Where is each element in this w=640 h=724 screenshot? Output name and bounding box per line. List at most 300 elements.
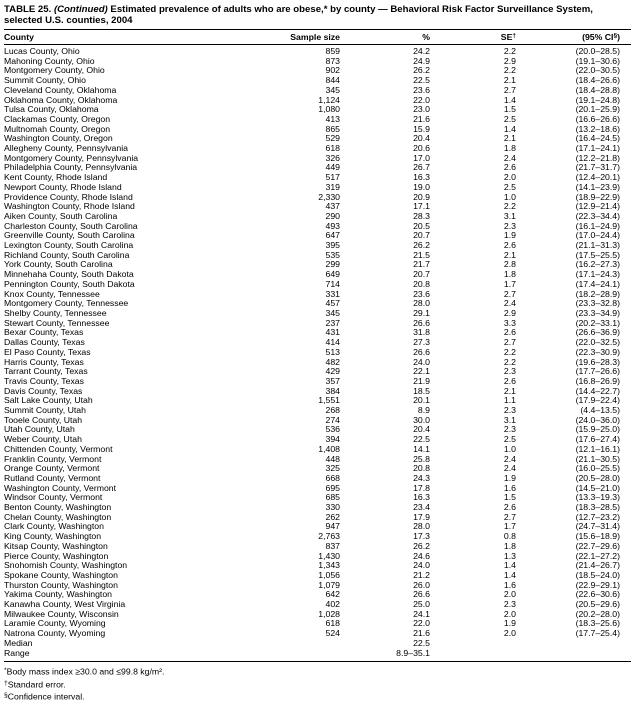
cell-sample-size: 325 — [325, 463, 340, 474]
cell-sample-size: 618 — [325, 143, 340, 154]
cell-county: Philadelphia County, Pennsylvania — [4, 162, 138, 173]
cell-ci: (23.3–34.9) — [575, 307, 620, 318]
cell-sample-size: 493 — [325, 220, 340, 231]
cell-sample-size: 837 — [325, 540, 340, 551]
col-header-ci-section-mark: § — [613, 32, 618, 40]
cell-percent: 20.6 — [413, 143, 430, 154]
cell-ci: (19.1–24.8) — [575, 94, 620, 105]
cell-se: 2.1 — [503, 385, 516, 396]
cell-percent: 24.9 — [413, 55, 430, 66]
cell-percent: 17.9 — [413, 511, 430, 522]
cell-se: 2.3 — [503, 220, 516, 231]
cell-ci: (24.0–36.0) — [575, 414, 620, 425]
cell-ci: (15.9–25.0) — [575, 424, 620, 435]
cell-county: York County, South Carolina — [4, 259, 113, 270]
cell-county: Davis County, Texas — [4, 385, 83, 396]
cell-county: Range — [4, 647, 30, 658]
cell-county: Montgomery County, Ohio — [4, 65, 105, 76]
cell-se: 1.8 — [503, 540, 516, 551]
cell-ci: (20.1–25.9) — [575, 104, 620, 115]
cell-se: 1.8 — [503, 143, 516, 154]
cell-se: 1.0 — [503, 191, 516, 202]
cell-se: 1.9 — [503, 472, 516, 483]
cell-ci: (22.9–29.1) — [575, 579, 620, 590]
col-header-sample-size: Sample size — [250, 30, 340, 45]
cell-county: Natrona County, Wyoming — [4, 628, 106, 639]
cell-ci: (22.0–30.5) — [575, 65, 620, 76]
cell-percent: 20.8 — [413, 278, 430, 289]
cell-percent: 14.1 — [413, 443, 430, 454]
cell-se: 3.1 — [503, 414, 516, 425]
cell-ci: (22.7–29.6) — [575, 540, 620, 551]
cell-sample-size: 1,056 — [318, 569, 340, 580]
cell-sample-size: 695 — [325, 482, 340, 493]
cell-sample-size: 1,408 — [318, 443, 340, 454]
cell-se: 1.4 — [503, 94, 516, 105]
cell-percent: 17.0 — [413, 152, 430, 163]
cell-ci: (12.4–20.1) — [575, 172, 620, 183]
cell-se: 2.7 — [503, 288, 516, 299]
cell-ci: (18.3–28.5) — [575, 502, 620, 513]
cell-ci: (16.6–26.6) — [575, 113, 620, 124]
cell-sample-size: 237 — [325, 317, 340, 328]
cell-ci: (18.4–28.8) — [575, 84, 620, 95]
cell-percent: 22.0 — [413, 618, 430, 629]
cell-county: Kitsap County, Washington — [4, 540, 108, 551]
cell-percent: 21.6 — [413, 113, 430, 124]
cell-ci: (19.6–28.3) — [575, 356, 620, 367]
cell-ci: (17.6–27.4) — [575, 434, 620, 445]
cell-percent: 20.8 — [413, 463, 430, 474]
cell-percent: 26.6 — [413, 589, 430, 600]
cell-county: Clark County, Washington — [4, 521, 104, 532]
cell-percent: 8.9 — [417, 405, 430, 416]
cell-percent: 29.1 — [413, 307, 430, 318]
cell-percent: 20.4 — [413, 424, 430, 435]
cell-se: 2.2 — [503, 65, 516, 76]
col-header-se-label: SE — [500, 32, 513, 42]
cell-percent: 23.6 — [413, 84, 430, 95]
cell-county: El Paso County, Texas — [4, 346, 91, 357]
cell-ci: (17.4–24.1) — [575, 278, 620, 289]
cell-sample-size: 685 — [325, 492, 340, 503]
cell-county: Shelby County, Tennessee — [4, 307, 107, 318]
table-row — [4, 416, 631, 426]
cell-se: 1.4 — [503, 560, 516, 571]
cell-percent: 20.4 — [413, 133, 430, 144]
cell-ci: (18.5–24.0) — [575, 569, 620, 580]
cell-ci: (17.7–25.4) — [575, 628, 620, 639]
cell-ci: (17.0–24.4) — [575, 230, 620, 241]
cell-percent: 22.1 — [413, 366, 430, 377]
cell-ci: (20.2–28.0) — [575, 608, 620, 619]
cell-se: 2.6 — [503, 327, 516, 338]
cell-sample-size: 326 — [325, 152, 340, 163]
cell-se: 2.5 — [503, 113, 516, 124]
cell-ci: (18.3–25.6) — [575, 618, 620, 629]
cell-ci — [516, 639, 631, 649]
cell-se: 2.5 — [503, 434, 516, 445]
cell-county: Lucas County, Ohio — [4, 46, 80, 56]
cell-county: Oklahoma County, Oklahoma — [4, 94, 118, 105]
col-header-percent: % — [340, 30, 430, 45]
col-header-ci-close: ) — [617, 32, 620, 42]
cell-county: Minnehaha County, South Dakota — [4, 269, 134, 280]
cell-sample-size: 1,551 — [318, 395, 340, 406]
cell-county: Pennington County, South Dakota — [4, 278, 135, 289]
cell-percent: 26.6 — [413, 346, 430, 357]
cell-sample-size: 345 — [325, 307, 340, 318]
cell-sample-size: 647 — [325, 230, 340, 241]
cell-se: 1.8 — [503, 269, 516, 280]
table-title-prefix: TABLE 25. — [4, 4, 54, 15]
cell-se: 2.3 — [503, 366, 516, 377]
cell-county: Rutland County, Vermont — [4, 472, 101, 483]
cell-se: 2.0 — [503, 608, 516, 619]
cell-se: 1.5 — [503, 492, 516, 503]
cell-county: Summit County, Ohio — [4, 75, 86, 86]
cell-percent: 24.0 — [413, 560, 430, 571]
cell-se: 2.9 — [503, 55, 516, 66]
cell-ci: (20.5–29.6) — [575, 599, 620, 610]
cell-percent: 18.5 — [413, 385, 430, 396]
footnotes — [4, 662, 631, 703]
cell-se: 1.6 — [503, 579, 516, 590]
table-row — [4, 396, 631, 406]
cell-se: 2.7 — [503, 511, 516, 522]
cell-percent: 17.8 — [413, 482, 430, 493]
table-row — [4, 406, 631, 416]
cell-se: 1.9 — [503, 618, 516, 629]
cell-ci: (17.1–24.1) — [575, 143, 620, 154]
cell-se — [430, 649, 516, 662]
cell-sample-size: 395 — [325, 240, 340, 251]
footnote-marker: † — [4, 679, 8, 687]
cell-sample-size: 517 — [325, 172, 340, 183]
cell-percent: 8.9–35.1 — [396, 647, 430, 658]
col-header-se — [430, 30, 516, 45]
cell-percent: 20.1 — [413, 395, 430, 406]
table-row — [4, 639, 631, 649]
cell-ci: (20.5–28.0) — [575, 472, 620, 483]
cell-se: 2.2 — [503, 46, 516, 56]
table-row — [4, 367, 631, 377]
cell-sample-size: 429 — [325, 366, 340, 377]
cell-county: Spokane County, Washington — [4, 569, 118, 580]
cell-sample-size: 529 — [325, 133, 340, 144]
cell-se: 2.0 — [503, 172, 516, 183]
cell-sample-size: 668 — [325, 472, 340, 483]
cell-sample-size: 1,079 — [318, 579, 340, 590]
footnote — [4, 678, 631, 691]
cell-sample-size: 431 — [325, 327, 340, 338]
cell-sample-size — [250, 649, 340, 662]
cell-percent: 21.5 — [413, 249, 430, 260]
cell-se: 2.6 — [503, 240, 516, 251]
cell-se: 1.5 — [503, 104, 516, 115]
cell-ci: (26.6–36.9) — [575, 327, 620, 338]
cell-ci: (19.1–30.6) — [575, 55, 620, 66]
cell-sample-size: 330 — [325, 502, 340, 513]
cell-sample-size: 2,763 — [318, 531, 340, 542]
cell-se: 2.4 — [503, 453, 516, 464]
cell-county: Windsor County, Vermont — [4, 492, 103, 503]
cell-sample-size: 345 — [325, 84, 340, 95]
cell-percent: 17.1 — [413, 201, 430, 212]
cell-percent: 21.2 — [413, 569, 430, 580]
table-row — [4, 348, 631, 358]
cell-county: Washington County, Vermont — [4, 482, 117, 493]
cell-county: Charleston County, South Carolina — [4, 220, 138, 231]
cell-sample-size: 1,343 — [318, 560, 340, 571]
cell-se: 2.1 — [503, 249, 516, 260]
cell-county: Chittenden County, Vermont — [4, 443, 113, 454]
cell-county: Franklin County, Vermont — [4, 453, 102, 464]
table-title-text: Estimated prevalence of adults who are obese,* by county — Behavioral Risk Factor Surveillance System, — [107, 4, 593, 15]
cell-sample-size: 448 — [325, 453, 340, 464]
cell-se: 2.4 — [503, 152, 516, 163]
cell-county: Harris County, Texas — [4, 356, 84, 367]
cell-sample-size: 482 — [325, 356, 340, 367]
cell-se: 1.4 — [503, 123, 516, 134]
cell-se: 3.3 — [503, 317, 516, 328]
cell-sample-size: 642 — [325, 589, 340, 600]
table-row — [4, 338, 631, 348]
cell-percent: 25.8 — [413, 453, 430, 464]
cell-ci: (21.7–31.7) — [575, 162, 620, 173]
cell-sample-size: 457 — [325, 298, 340, 309]
cell-se: 2.0 — [503, 628, 516, 639]
cell-county: Chelan County, Washington — [4, 511, 112, 522]
cell-county: Yakima County, Washington — [4, 589, 112, 600]
cell-county: Orange County, Vermont — [4, 463, 100, 474]
cell-county: Montgomery County, Tennessee — [4, 298, 129, 309]
cell-sample-size: 859 — [325, 46, 340, 56]
cell-sample-size: 1,430 — [318, 550, 340, 561]
cell-percent: 27.3 — [413, 337, 430, 348]
cell-percent: 24.0 — [413, 356, 430, 367]
table-body — [4, 45, 631, 662]
cell-sample-size: 449 — [325, 162, 340, 173]
table-row — [4, 358, 631, 368]
cell-percent: 26.2 — [413, 240, 430, 251]
cell-se: 2.9 — [503, 307, 516, 318]
footnote-text: Confidence interval. — [7, 691, 85, 702]
col-header-ci-label: (95% CI — [582, 32, 614, 42]
header-row — [4, 30, 631, 45]
cell-ci: (20.0–28.5) — [575, 46, 620, 56]
cell-county: Washington County, Rhode Island — [4, 201, 135, 212]
cell-county: Kanawha County, West Virginia — [4, 599, 126, 610]
cell-ci: (15.6–18.9) — [575, 531, 620, 542]
cell-ci: (13.2–18.6) — [575, 123, 620, 134]
cell-county: Multnomah County, Oregon — [4, 123, 111, 134]
cell-sample-size: 319 — [325, 181, 340, 192]
cell-percent: 23.0 — [413, 104, 430, 115]
cell-county: Utah County, Utah — [4, 424, 75, 435]
cell-sample-size: 331 — [325, 288, 340, 299]
cell-percent: 21.7 — [413, 259, 430, 270]
cell-sample-size: 384 — [325, 385, 340, 396]
cell-sample-size: 618 — [325, 618, 340, 629]
cell-sample-size: 274 — [325, 414, 340, 425]
cell-sample-size: 413 — [325, 113, 340, 124]
cell-county: Weber County, Utah — [4, 434, 82, 445]
cell-ci: (16.8–26.9) — [575, 375, 620, 386]
cell-county: Tarrant County, Texas — [4, 366, 88, 377]
cell-percent: 24.6 — [413, 550, 430, 561]
cell-ci: (12.2–21.8) — [575, 152, 620, 163]
cell-ci: (16.4–24.5) — [575, 133, 620, 144]
cell-percent: 24.1 — [413, 608, 430, 619]
cell-ci: (22.3–34.4) — [575, 210, 620, 221]
cell-sample-size — [250, 639, 340, 649]
cell-se: 1.7 — [503, 521, 516, 532]
cell-county: Greenville County, South Carolina — [4, 230, 135, 241]
cell-sample-size: 394 — [325, 434, 340, 445]
cell-percent: 21.6 — [413, 628, 430, 639]
cell-ci: (12.9–21.4) — [575, 201, 620, 212]
cell-county: King County, Washington — [4, 531, 102, 542]
cell-se: 1.3 — [503, 550, 516, 561]
cell-county: Aiken County, South Carolina — [4, 210, 118, 221]
cell-percent: 31.8 — [413, 327, 430, 338]
cell-county: Knox County, Tennessee — [4, 288, 100, 299]
cell-se: 2.4 — [503, 298, 516, 309]
cell-ci: (18.9–22.9) — [575, 191, 620, 202]
col-header-ci — [516, 30, 631, 45]
cell-county: Lexington County, South Carolina — [4, 240, 134, 251]
cell-sample-size: 357 — [325, 375, 340, 386]
cell-ci: (20.2–33.1) — [575, 317, 620, 328]
cell-se: 0.8 — [503, 531, 516, 542]
cell-percent: 26.6 — [413, 317, 430, 328]
cell-county: Snohomish County, Washington — [4, 560, 128, 571]
cell-sample-size: 290 — [325, 210, 340, 221]
cell-se: 1.4 — [503, 569, 516, 580]
cell-ci: (14.5–21.0) — [575, 482, 620, 493]
cell-percent: 24.3 — [413, 472, 430, 483]
cell-county: Tulsa County, Oklahoma — [4, 104, 99, 115]
cell-se: 2.6 — [503, 375, 516, 386]
cell-county: Tooele County, Utah — [4, 414, 83, 425]
cell-percent: 28.3 — [413, 210, 430, 221]
cell-ci: (18.4–26.6) — [575, 75, 620, 86]
cell-se: 1.0 — [503, 443, 516, 454]
table-header — [4, 30, 631, 45]
cell-ci: (18.2–28.9) — [575, 288, 620, 299]
cell-percent: 20.5 — [413, 220, 430, 231]
cell-ci: (21.1–30.5) — [575, 453, 620, 464]
cell-se: 1.9 — [503, 230, 516, 241]
cell-county: Salt Lake County, Utah — [4, 395, 93, 406]
cell-ci: (23.3–32.8) — [575, 298, 620, 309]
cell-percent: 22.0 — [413, 94, 430, 105]
cell-se: 2.2 — [503, 201, 516, 212]
cell-county: Bexar County, Texas — [4, 327, 84, 338]
cell-ci: (12.7–23.2) — [575, 511, 620, 522]
cell-ci: (12.1–16.1) — [575, 443, 620, 454]
cell-ci: (13.3–19.3) — [575, 492, 620, 503]
cell-sample-size: 437 — [325, 201, 340, 212]
cell-ci: (24.7–31.4) — [575, 521, 620, 532]
cell-percent: 21.9 — [413, 375, 430, 386]
cell-county: Newport County, Rhode Island — [4, 181, 122, 192]
footnote-text: Body mass index ≥30.0 and ≤99.8 kg/m². — [6, 666, 165, 677]
table-row — [4, 425, 631, 435]
cell-sample-size: 268 — [325, 405, 340, 416]
cell-county: Washington County, Oregon — [4, 133, 113, 144]
col-header-county: County — [4, 30, 250, 45]
cell-county: Median — [4, 637, 33, 648]
cell-ci: (4.4–13.5) — [580, 405, 620, 416]
cell-county: Allegheny County, Pennsylvania — [4, 143, 128, 154]
cell-county: Mahoning County, Ohio — [4, 55, 95, 66]
cell-ci: (17.7–26.6) — [575, 366, 620, 377]
cell-percent: 20.9 — [413, 191, 430, 202]
cell-percent: 26.0 — [413, 579, 430, 590]
cell-percent: 23.6 — [413, 288, 430, 299]
footnote-marker: § — [4, 692, 8, 700]
cell-county: Laramie County, Wyoming — [4, 618, 106, 629]
cell-percent: 25.0 — [413, 599, 430, 610]
cell-sample-size: 649 — [325, 269, 340, 280]
cell-sample-size: 873 — [325, 55, 340, 66]
footnote-text: Standard error. — [7, 679, 66, 690]
footnote — [4, 690, 631, 703]
cell-county: Pierce County, Washington — [4, 550, 109, 561]
cell-percent: 22.5 — [413, 434, 430, 445]
cell-se: 1.6 — [503, 482, 516, 493]
cell-county: Kent County, Rhode Island — [4, 172, 108, 183]
table-row — [4, 319, 631, 329]
cell-ci: (17.5–25.5) — [575, 249, 620, 260]
table-title — [4, 4, 631, 26]
cell-percent: 16.3 — [413, 172, 430, 183]
cell-county: Cleveland County, Oklahoma — [4, 84, 117, 95]
cell-se: 2.7 — [503, 84, 516, 95]
cell-se: 1.1 — [503, 395, 516, 406]
cell-percent: 15.9 — [413, 123, 430, 134]
cell-county: Dallas County, Texas — [4, 337, 85, 348]
cell-se: 2.3 — [503, 599, 516, 610]
cell-se: 2.8 — [503, 259, 516, 270]
cell-sample-size: 1,080 — [318, 104, 340, 115]
cell-se: 2.4 — [503, 463, 516, 474]
cell-county: Richland County, South Carolina — [4, 249, 130, 260]
cell-percent: 22.5 — [413, 637, 430, 648]
cell-se: 2.5 — [503, 181, 516, 192]
cell-sample-size: 2,330 — [318, 191, 340, 202]
cell-percent: 17.3 — [413, 531, 430, 542]
col-header-se-dagger: † — [512, 32, 516, 40]
cell-percent: 24.2 — [413, 46, 430, 56]
cell-sample-size: 536 — [325, 424, 340, 435]
cell-ci: (16.2–27.3) — [575, 259, 620, 270]
cell-county: Providence County, Rhode Island — [4, 191, 133, 202]
cell-ci: (21.4–26.7) — [575, 560, 620, 571]
cell-county: Benton County, Washington — [4, 502, 112, 513]
cell-ci: (16.1–24.9) — [575, 220, 620, 231]
cell-ci: (22.6–30.6) — [575, 589, 620, 600]
cell-county: Clackamas County, Oregon — [4, 113, 111, 124]
cell-ci — [516, 649, 631, 662]
cell-sample-size: 714 — [325, 278, 340, 289]
table-row — [4, 377, 631, 387]
cell-se: 2.3 — [503, 424, 516, 435]
table-title-line2: selected U.S. counties, 2004 — [4, 15, 133, 26]
cell-percent: 16.3 — [413, 492, 430, 503]
